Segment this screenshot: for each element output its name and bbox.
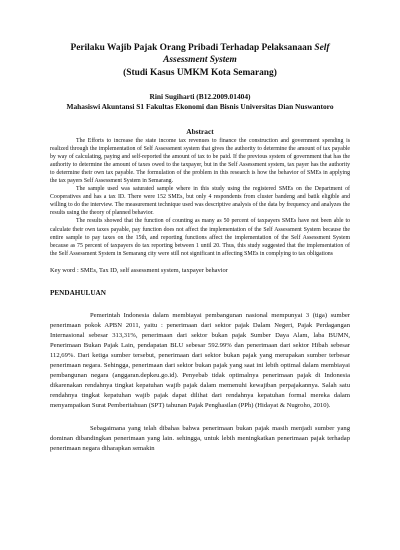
paper-title xyxy=(50,42,350,66)
author-block xyxy=(50,92,350,112)
title-main: Perilaku Wajib Pajak Orang Pribadi Terhadap Pelaksanaan xyxy=(70,43,313,53)
abstract-heading: Abstract xyxy=(186,127,214,136)
title-italic-self: Self xyxy=(314,43,330,53)
abstract-body xyxy=(50,137,350,258)
author-name: Rini Sugiharti (B12.2009.01404) xyxy=(149,92,251,101)
abstract-paragraph-1: The Efforts to increase the state income tax revenues to finance the construction and government spending is realized through the implementation of Self Assessment system that gives the authority to determine the amount of tax payable by way of calculating, paying and self-reported the amount of tax to be paid. If the previous system of government that has the authority to determine the amount of taxes owed to the taxpayer, but in the Self Assessment system, tax payer has the authority to determine their own tax payable. The formulation of the problem in this research is how the behavior of SMEs in applying the tax payers Self Assessment System in Semarang. xyxy=(50,138,350,185)
abstract-paragraph-3: The results showed that the function of counting as many as 50 percent of taxpayers SMEs have not been able to calculate their own taxes payable, pay function does not affect the implementation of the Self Assessment System because the entire sample to pay taxes on the 15th, and reporting functions affect the implementation of the Self Assessment System because as 75 percent of taxpayers do tax reporting between 1 until 20. Thus, this study suggested that the implementation of the Self Assessment System in Semarang city were still not significant in affecting SMEs in complying to tax obligations xyxy=(50,218,350,257)
keywords: Key word : SMEs, Tax ID, self assessment system, taxpayer behavior xyxy=(50,266,228,274)
paper-subtitle: (Studi Kasus UMKM Kota Semarang) xyxy=(123,68,277,78)
section-heading: PENDAHULUAN xyxy=(50,288,106,297)
title-italic-assessment: Assessment System xyxy=(163,55,237,65)
author-affiliation: Mahasiswi Akuntansi S1 Fakultas Ekonomi dan Bisnis Universitas Dian Nuswantoro xyxy=(66,102,334,111)
body-paragraph-2: Sebagaimana yang telah dibahas bahwa penerimaan bukan pajak masih menjadi sumber yang dominan dibandingkan penerimaan yang lain. sehingga, untuk lebih meningkatkan penerimaan pajak terhadap penerimaan negara diharapkan semakin xyxy=(50,425,350,453)
body-paragraph-1: Pemerintah Indonesia dalam membiayai pembangunan nasional mempunyai 3 (tiga) sumber penerimaan pokok APBN 2011, yaitu : penerimaan dari sektor pajak Dalam Negeri, Pajak Perdagangan Internasional sebesar 313,31%, penerimaan dari sektor bukan pajak Sumber Daya Alam, laba BUMN, Penerimaan Bukan Pajak Lain, pendapatan BLU sebesar 592.99% dan penerimaan dari sektor Hibah sebesar 112,69%. Dari ketiga sumber tersebut, penerimaan dari sektor bukan pajak yang merupakan sumber terbesar penerimaan negara. Sehingga, penerimaan dari sektor bukan pajak yang saat ini lebih optimal dalam membiayai pembangunan negara (anggaran.depkeu.go.id). Penyebab tidak optimalnya penerimaan pajak di Indonesia dikarenakan rendahnya tingkat kepatuhan wajib pajak dalam memenuhi kewajiban perpajakannya. Salah satu rendahnya tingkat kepatuhan wajib pajak dapat dilihat dari rendahnya kepatuhan formal mereka dalam menyampaikan Surat Pemberitahuan (SPT) tahunan Pajak Penghasilan (PPh) (Hidayat & Nugroho, 2010). xyxy=(50,311,350,410)
abstract-paragraph-2: The sample used was saturated sample where in this study using the registered SMEs on the Department of Cooperatives and has a tax ID. There were 152 SMEs, but only 4 respondents from cluster bandeng and batik eligible and willing to do the interview. The measurement technique used was descriptive analysis of the data by frequency and analyzes the results using the theory of planned behavior. xyxy=(50,186,350,217)
body-text xyxy=(50,311,350,455)
